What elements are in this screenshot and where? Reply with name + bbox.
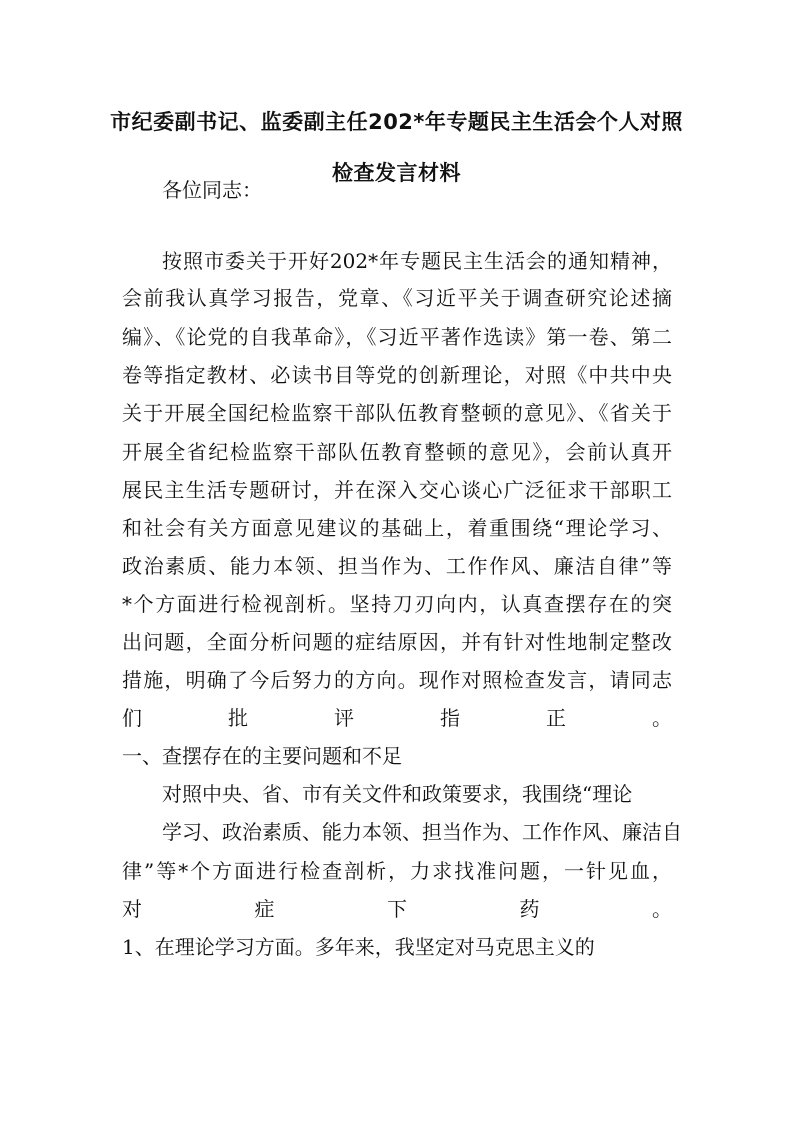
document-title-line-2: 检查发言材料: [332, 161, 461, 185]
body-line: 对症下药。: [122, 897, 672, 921]
body-line: 关于开展全国纪检监察干部队伍教育整顿的意见》、《省关于: [122, 401, 672, 425]
body-line: 开展全省纪检监察干部队伍教育整顿的意见》，会前认真开: [122, 440, 672, 464]
body-line: *个方面进行检视剖析。坚持刀刃向内，认真查摆存在的突: [122, 592, 672, 616]
salutation: 各位同志：: [162, 178, 262, 202]
body-line: 政治素质、能力本领、担当作为、工作作风、廉洁自律”等: [122, 554, 672, 578]
document-title-line-1: 市纪委副书记、监委副主任202*年专题民主生活会个人对照: [110, 110, 683, 134]
section-heading: 对照中央、省、市有关文件和政策要求，我围绕“理论: [162, 782, 633, 806]
body-line: 按照市委关于开好202*年专题民主生活会的通知精神，: [162, 249, 672, 273]
body-line: 会前我认真学习报告，党章、《习近平关于调查研究论述摘: [122, 286, 672, 310]
body-line: 1、在理论学习方面。多年来，我坚定对马克思主义的: [122, 935, 595, 959]
body-line: 和社会有关方面意见建议的基础上，着重围绕“理论学习、: [122, 516, 672, 540]
body-line: 出问题，全面分析问题的症结原因，并有针对性地制定整改: [122, 630, 672, 654]
body-line: 卷等指定教材、必读书目等党的创新理论，对照《中共中央: [122, 363, 672, 387]
body-line: 展民主生活专题研讨，并在深入交心谈心广泛征求干部职工: [122, 478, 672, 502]
body-line: 律”等*个方面进行检查剖析，力求找准问题，一针见血，: [122, 859, 672, 883]
body-line: 措施，明确了今后努力的方向。现作对照检查发言，请同志: [122, 668, 672, 692]
body-line: 学习、政治素质、能力本领、担当作为、工作作风、廉洁自: [162, 820, 682, 844]
body-line: 编》、《论党的自我革命》，《习近平著作选读》第一卷、第二: [122, 325, 672, 349]
body-line: 一、查摆存在的主要问题和不足: [122, 744, 402, 768]
body-line: 们批评指正。: [122, 706, 672, 730]
